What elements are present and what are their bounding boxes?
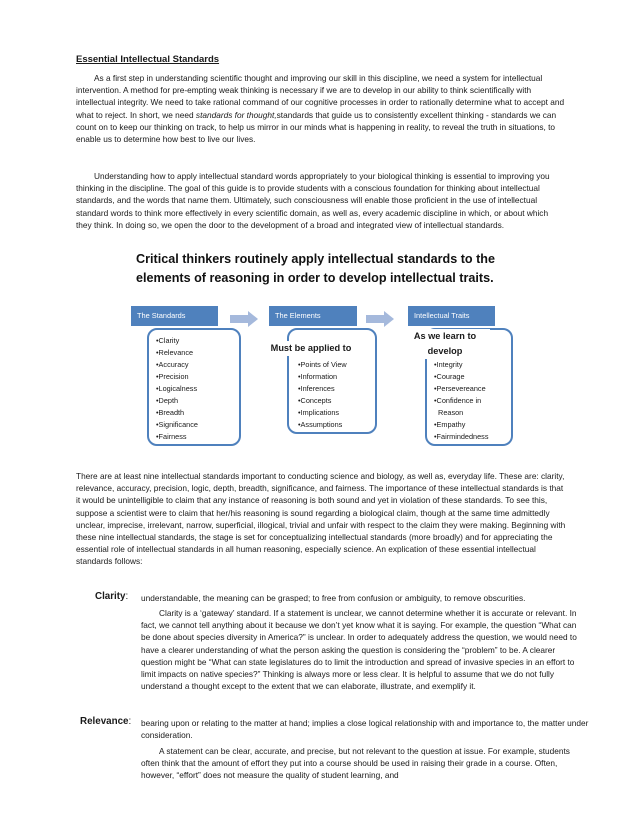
list-item: •Breadth (156, 408, 185, 417)
list-item: •Inferences (298, 384, 335, 393)
list-item: •Persevereance (434, 384, 486, 393)
list-item: •Precision (156, 372, 189, 381)
intro-paragraph (76, 72, 566, 145)
callout-line: develop (427, 346, 463, 356)
learn-develop-callout (400, 329, 490, 359)
list-item: •Accuracy (156, 360, 189, 369)
guide-paragraph: Understanding how to apply intellectual standard words appropriately to your biological thinking is essential to improving you thinking in the discipline. The goal of this guide is to provide students with a conscious foundation for thinking about intellectual standards, and the words that name them. Ultimately, such consciousness will enable those proficient in the use of intellectual standard words to think more effectively in every scientific domain, as well as, every academic discipline in which, or about which they think. In doing so, we open the door to the development of a broad and integrated view of intellectual standards. (76, 171, 550, 230)
term-colon: : (128, 716, 132, 727)
list-item: •Fairmindedness (434, 432, 489, 441)
list-item: •Courage (434, 372, 465, 381)
section-heading: Essential Intellectual Standards (76, 54, 220, 65)
list-item: •Integrity (434, 360, 463, 369)
list-item: •Clarity (156, 336, 180, 345)
callout-line: As we learn to (413, 331, 477, 341)
relevance-definition: bearing upon or relating to the matter at hand; implies a close logical relationship with and importance to, the matter under consideration. (141, 718, 589, 741)
nine-standards-paragraph: There are at least nine intellectual standards important to conducting science and biology, as well as, everyday life. These are: clarity, relevance, accuracy, precision, logic, depth, breadth, significance, and fairness. The importance of these intellectual standards is that it would be unintelligible to claim that any instance of reasoning is both sound and yet in violation of these standards. To see this, suppose a scientist were to claim that her/his reasoning is sound regarding a biological claim, though at the same time admittedly unclear, imprecise, irrelevant, narrow, superficial, illogical, trivial and unfair with respect to the claim they were making. Beginning with these nine intellectual standards, the stage is set for conceptualizing intellectual standards (more broadly) and for appreciating the essential role of intellectual standards in all human reasoning, especially science. An explication of these essential intellectual standards follows: (76, 471, 566, 567)
traits-list (434, 359, 488, 443)
intro-text-end: standards that guide us to consistently excellent thinking - standards we can count on to keep our thinking on track, to help us mirror in our minds what is happening in reality, to reveal the truth in situations, to enable us to determine how best to live our lives. (76, 109, 557, 145)
list-item: •Implications (298, 408, 340, 417)
list-item: •Empathy (434, 420, 466, 429)
elements-list (298, 359, 347, 431)
arrow-right-icon (366, 311, 394, 327)
term-colon: : (125, 591, 129, 602)
list-item: •Fairness (156, 432, 187, 441)
list-item: •Assumptions (298, 420, 343, 429)
diagram-title: Critical thinkers routinely apply intellectual standards to the elements of reasoning in order to develop intellectual traits. (136, 252, 496, 285)
term-label: Clarity (95, 591, 126, 602)
standards-list (156, 335, 198, 443)
must-apply-callout: Must be applied to (256, 341, 366, 356)
relevance-explanation: A statement can be clear, accurate, and precise, but not relevant to the question at issue. For example, students often think that the amount of effort they put into a course should be used in raising their grade in a course. Often, however, “effort” does not measure the quality of student learning, and (141, 746, 570, 781)
intro-text-start: As a first step in understanding scientific thought and improving our skill in this discipline, we need a system for intellectual intervention. A method for pre-empting weak thinking is necessary if we are to develop in our ability to think scientifically with intellectual integrity. We need to take rational command of our cognitive processes in order to rationally determine what to accept and what to reject. In short, we need (76, 73, 565, 120)
list-item: •Significance (156, 420, 198, 429)
arrow-right-icon (230, 311, 258, 327)
list-item: •Depth (156, 396, 179, 405)
standards-header: The Standards (131, 306, 218, 326)
list-item: •Concepts (298, 396, 332, 405)
list-item: •Confidence in (434, 396, 482, 405)
relevance-term (80, 716, 131, 727)
intro-emphasis: standards for thought, (195, 109, 277, 120)
elements-header: The Elements (269, 306, 357, 326)
clarity-definition: understandable, the meaning can be grasped; to free from confusion or ambiguity, to remove obscurities. (141, 593, 526, 603)
list-item: •Logicalness (156, 384, 198, 393)
list-item: •Information (298, 372, 338, 381)
term-label: Relevance (80, 716, 129, 727)
clarity-term (95, 591, 128, 602)
list-item: •Points of View (298, 360, 347, 369)
list-item: •Relevance (156, 348, 194, 357)
clarity-explanation: Clarity is a ‘gateway’ standard. If a statement is unclear, we cannot determine whether it is accurate or relevant. In fact, we cannot tell anything about it because we don’t yet know what it is saying. For example, the question “What can be done about species diversity in America?” is unclear. In order to adequately address the question, we would need to have a clearer understanding of what the person asking the question is considering the “problem” to be. A clearer question might be “What can state legislatures do to limit the introduction and spread of invasive species in an effort to limit impacts on native species?” Thinking is always more or less clear. It is helpful to assume that we do not fully understand a thought except to the extent that we can elaborate, illustrate, and exemplify it. (141, 608, 577, 692)
list-item: Reason (434, 408, 464, 417)
traits-header: Intellectual Traits (408, 306, 495, 326)
